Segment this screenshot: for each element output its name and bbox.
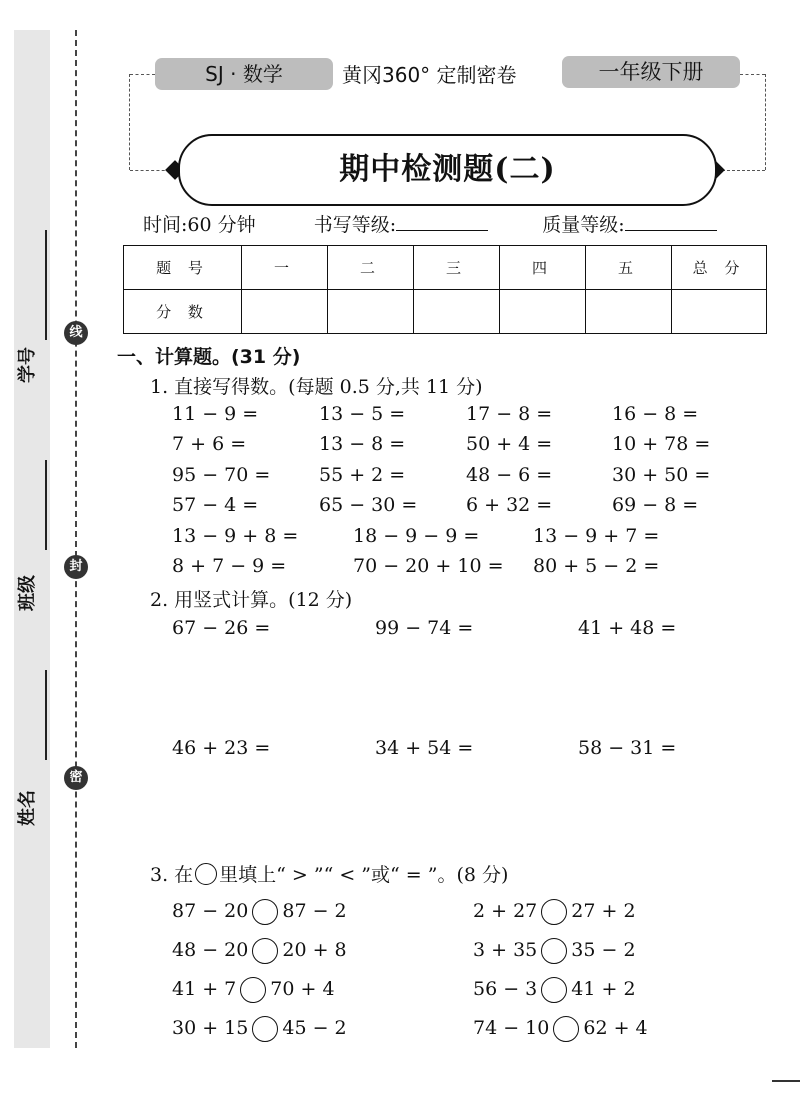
comparison-right: 45 − 2 (282, 1017, 347, 1039)
problem: 57 − 4 = (172, 494, 259, 516)
comparison-item (172, 977, 335, 1003)
problem: 10 + 78 = (612, 433, 711, 455)
score-cell[interactable] (242, 290, 328, 334)
problem: 17 − 8 = (466, 403, 553, 425)
comparison-right: 41 + 2 (571, 978, 636, 1000)
problem: 13 − 8 = (319, 433, 406, 455)
comparison-item (473, 1016, 648, 1042)
problem: 65 − 30 = (319, 494, 418, 516)
header-connector (740, 74, 765, 75)
writing-grade-blank[interactable] (396, 230, 488, 231)
comparison-right: 35 − 2 (571, 939, 636, 961)
score-cell[interactable] (672, 290, 767, 334)
score-header-row (124, 246, 767, 290)
seal-mi-mark: 密 (64, 766, 88, 790)
score-row-label: 分 数 (124, 290, 242, 334)
q3-heading-suffix: 里填上“ > ”“ < ”或“ = ”。(8 分) (219, 864, 509, 886)
comparison-left: 48 − 20 (172, 939, 249, 961)
problem: 6 + 32 = (466, 494, 553, 516)
table-header-cell: 总 分 (672, 246, 767, 290)
header-connector (130, 74, 155, 75)
comparison-right: 20 + 8 (282, 939, 347, 961)
header-connector (129, 74, 130, 170)
question-3-heading (150, 860, 508, 887)
vertical-problem: 58 − 31 = (578, 737, 677, 759)
comparison-right: 87 − 2 (282, 900, 347, 922)
comparison-item (172, 899, 347, 925)
header-connector (722, 170, 765, 171)
vertical-problem: 46 + 23 = (172, 737, 271, 759)
seal-line-mark: 线 (64, 321, 88, 345)
section-heading: 一、计算题。(31 分) (117, 346, 301, 368)
problem: 16 − 8 = (612, 403, 699, 425)
name-line (45, 670, 47, 760)
problem: 70 − 20 + 10 = (353, 555, 504, 577)
quality-grade-blank[interactable] (625, 230, 717, 231)
score-cell[interactable] (414, 290, 500, 334)
answer-circle[interactable] (252, 899, 278, 925)
comparison-left: 3 + 35 (473, 939, 538, 961)
comparison-left: 56 − 3 (473, 978, 538, 1000)
problem: 13 − 9 + 8 = (172, 525, 299, 547)
comparison-left: 74 − 10 (473, 1017, 550, 1039)
answer-circle[interactable] (252, 1016, 278, 1042)
question-1-heading: 1. 直接写得数。(每题 0.5 分,共 11 分) (150, 376, 483, 398)
problem: 50 + 4 = (466, 433, 553, 455)
problem: 30 + 50 = (612, 464, 711, 486)
comparison-item (473, 977, 636, 1003)
answer-circle[interactable] (240, 977, 266, 1003)
problem: 13 − 5 = (319, 403, 406, 425)
series-title: 黄冈360° 定制密卷 (342, 63, 517, 87)
student-no-line (45, 230, 47, 340)
class-line (45, 460, 47, 550)
quality-grade-label: 质量等级: (542, 214, 625, 236)
problem: 55 + 2 = (319, 464, 406, 486)
student-no-label: 学号 (17, 347, 38, 383)
subject-pill: SJ · 数学 (155, 58, 333, 90)
score-value-row (124, 290, 767, 334)
name-label: 姓名 (17, 790, 38, 826)
table-header-cell: 一 (242, 246, 328, 290)
circle-icon (195, 863, 217, 885)
binding-strip (14, 30, 50, 1048)
comparison-right: 62 + 4 (583, 1017, 648, 1039)
problem: 48 − 6 = (466, 464, 553, 486)
vertical-problem: 99 − 74 = (375, 617, 474, 639)
q3-heading-prefix: 3. 在 (150, 864, 194, 886)
vertical-problem: 34 + 54 = (375, 737, 474, 759)
score-cell[interactable] (586, 290, 672, 334)
score-cell[interactable] (500, 290, 586, 334)
comparison-item (473, 938, 636, 964)
problem: 18 − 9 − 9 = (353, 525, 480, 547)
problem: 8 + 7 − 9 = (172, 555, 287, 577)
problem: 13 − 9 + 7 = (533, 525, 660, 547)
comparison-left: 30 + 15 (172, 1017, 249, 1039)
vertical-problem: 41 + 48 = (578, 617, 677, 639)
writing-grade-label: 书写等级: (313, 214, 397, 236)
time-label: 时间:60 分钟 (143, 214, 256, 236)
seal-feng-mark: 封 (64, 555, 88, 579)
problem: 11 − 9 = (172, 403, 259, 425)
answer-circle[interactable] (252, 938, 278, 964)
table-header-cell: 二 (328, 246, 414, 290)
table-header-cell: 三 (414, 246, 500, 290)
page-title: 期中检测题(二) (178, 134, 717, 206)
comparison-left: 87 − 20 (172, 900, 249, 922)
comparison-item (473, 899, 636, 925)
header-connector (130, 170, 170, 171)
comparison-right: 27 + 2 (571, 900, 636, 922)
comparison-right: 70 + 4 (270, 978, 335, 1000)
comparison-item (172, 1016, 347, 1042)
problem: 69 − 8 = (612, 494, 699, 516)
answer-circle[interactable] (541, 899, 567, 925)
question-2-heading: 2. 用竖式计算。(12 分) (150, 589, 353, 611)
score-table (123, 245, 767, 334)
answer-circle[interactable] (541, 938, 567, 964)
comparison-left: 41 + 7 (172, 978, 237, 1000)
cut-line (75, 30, 77, 1048)
comparison-left: 2 + 27 (473, 900, 538, 922)
comparison-item (172, 938, 347, 964)
vertical-problem: 67 − 26 = (172, 617, 271, 639)
table-header-cell: 题 号 (124, 246, 242, 290)
exam-info (143, 210, 717, 237)
problem: 80 + 5 − 2 = (533, 555, 660, 577)
class-label: 班级 (17, 575, 38, 611)
problem: 7 + 6 = (172, 433, 247, 455)
answer-circle[interactable] (553, 1016, 579, 1042)
grade-pill: 一年级下册 (562, 56, 740, 88)
score-cell[interactable] (328, 290, 414, 334)
problem: 95 − 70 = (172, 464, 271, 486)
table-header-cell: 五 (586, 246, 672, 290)
answer-circle[interactable] (541, 977, 567, 1003)
table-header-cell: 四 (500, 246, 586, 290)
page-edge-mark (772, 1080, 800, 1082)
header-connector (765, 74, 766, 170)
